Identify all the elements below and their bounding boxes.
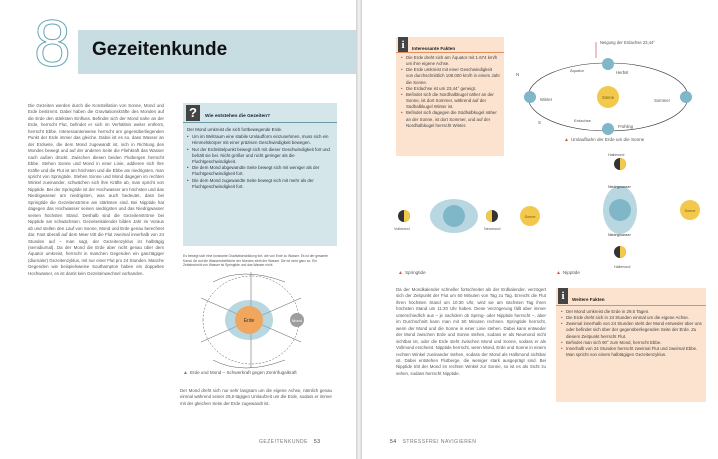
orbit-diagram	[508, 32, 698, 152]
half-moon-top-label: Halbmond	[608, 153, 625, 157]
question-box-title: Wie entstehen die Gezeiten?	[205, 114, 270, 119]
question-box-list	[187, 134, 333, 190]
equator-label: Äquator	[570, 68, 585, 73]
autumn-label: Herbst	[616, 70, 629, 75]
footer-label: STRESSFREI NAVIGIEREN	[402, 439, 477, 445]
earth-autumn-icon	[602, 58, 614, 70]
ecliptic-label: Erdachse	[574, 118, 591, 123]
column-paragraph: Der Mond dreht sich nur sehr langsam um die eigene Achse, nämlich genau einmal während seiner 29,5-tägigen Umlaufzeit um die Erde, sodass er immer mit der gleichen Seite der Erde zugewandt ist.	[180, 388, 332, 406]
nipptide-caption	[556, 270, 580, 276]
earth-winter-icon	[524, 91, 536, 103]
sun-label: Sonne	[524, 215, 536, 219]
left-page	[0, 0, 356, 459]
n-label: N	[516, 72, 520, 77]
earth-moon-diagram	[183, 268, 337, 373]
low-water-top-label: Niedrigwasser	[608, 185, 631, 189]
nipptide-caption-text: Nipptide	[562, 270, 580, 275]
list-item: • Die Erde umkreist mit einer Geschwindigkeit von durchschnittlich 108.000 km/h in einem Jahr die Sonne.	[401, 67, 500, 85]
list-item: • Um im Weltraum eine stabile Umlaufform einzunehmen, muss sich ein Himmelskörper mit einer präzisen Geschwindigkeit bewegen.	[187, 134, 333, 146]
list-item: • Die dem Mond abgewandte Seite bewegt sich mit weniger als der Fluchtgeschwindigkeit fort.	[187, 165, 333, 177]
list-item: • Befindet man sich 90° zum Mond, herrscht Ebbe.	[561, 340, 702, 346]
question-box-lead: Der Mond umkreist die sich fortbewegende Erde.	[187, 127, 283, 132]
info-icon: i	[398, 37, 408, 53]
s-label: S	[538, 120, 541, 125]
earth-moon-figure	[183, 254, 337, 379]
springtide-caption	[398, 270, 426, 276]
springtide-diagram	[392, 180, 542, 260]
column-paragraph: Da der Mondkalender schneller fortschreitet als der Erdkalender, verzögert sich der Zeitpunkt der Flut um 50 Minuten von Tag zu Tag. Erreicht die Flut ihren höchsten Stand um 10:30 Uhr, wird sie am nächsten Tag ihren höchsten Stand um 11:20 Uhr haben. Diese Verzögerung fällt aber immer unterschiedlich aus – je nachdem ob Spring- oder Nipptide herrscht –, aber im Durchschnitt kann man mit 50 Minuten rechnen. Springtide herrscht, wenn der Mond und die Sonne in einer Linie stehen. Dabei kann entweder der Mond zwischen Erde und Sonne stehen, sodass er als Neumond nicht sichtbar ist, oder die Erde steht zwischen Mond und Sonne, sodass er als Vollmond erscheint. Nipptide herrscht, wenn Mond, Erde und Sonne in einem rechten Winkel zueinander stehen, sodass der Mond als Halbmond sichtbar ist. Dabei entstehen Flutberge, die weniger stark ausgeprägt sind. Bei Nipptide tritt der Mond im rechten Winkel zur Sonne, so ist es als Sicht zu sehen, sodass herrscht Nipptide.	[396, 287, 546, 376]
question-box-divider	[183, 122, 337, 123]
half-moon-bottom-label: Halbmond	[614, 265, 631, 269]
question-box	[183, 103, 337, 246]
winter-label: Winter	[540, 97, 553, 102]
list-item: • Die Erde dreht sich in 24 Stunden einmal um die eigene Achse.	[561, 315, 702, 321]
footer-label: GEZEITENKUNDE	[259, 439, 309, 445]
more-facts-title: Weitere Fakten	[572, 297, 605, 302]
figure1-caption	[183, 370, 297, 376]
list-item: • Innerhalb von 24 Stunden herrscht zweimal Flut und zweimal Ebbe. Man spricht von einem halbtägigen Gezeitenzyklus.	[561, 346, 702, 358]
earth-label: Erde	[243, 318, 255, 324]
list-item: • Die Erdachse ist um 23,44° geneigt.	[401, 86, 500, 92]
facts-box	[396, 37, 504, 156]
nipptide-diagram	[558, 152, 708, 269]
spring-label: Frühling	[618, 124, 634, 129]
earth-summer-icon	[680, 91, 692, 103]
caption-triangle-icon: ▲	[183, 370, 188, 376]
right-page	[362, 0, 718, 459]
caption-triangle-icon: ▲	[398, 270, 403, 276]
info-icon: i	[558, 288, 568, 304]
facts-box-title: Interessante Fakten	[412, 46, 456, 51]
full-moon-label: Vollmond	[394, 227, 410, 231]
question-mark-icon: ?	[186, 105, 200, 121]
facts-list	[401, 55, 500, 129]
list-item: • Der Mond umkreist die Erde in 29,5 Tagen.	[561, 309, 702, 315]
list-item: • Nur der Erdmittelpunkt bewegt sich mit dieser Geschwindigkeit fort und behält sie bei. Nicht größer und nicht geringer als die Fluchtgeschwindigkeit.	[187, 147, 333, 166]
figure-note: Es bewegt sich eine konstante Gravitationsbildung fort, die von Erde zu Wasser. Es ist der gesamte Kanal. Ab auf die Wasseroberfläche der Mondes zieht der Wasser. Die ist nicht ganz so. Ein Zeitabschnitt von Wasser ist Springtide und das Wasser nicht.	[183, 254, 329, 267]
sun-label: Sonne	[684, 209, 696, 213]
chapter-title: Gezeitenkunde	[92, 39, 228, 60]
earth-globe	[443, 205, 465, 227]
earth-spring-icon	[602, 123, 614, 135]
moon-label: Mond	[291, 318, 303, 323]
chapter-number: 8	[34, 6, 71, 80]
orbit-caption	[564, 137, 644, 143]
list-item: • Die dem Mond zugewandte Seite bewegt sich mit mehr als der Fluchtgeschwindigkeit fort.	[187, 178, 333, 190]
low-water-bottom-label: Niedrigwasser	[608, 233, 631, 237]
more-facts-box	[556, 288, 706, 402]
list-item: • Befindet sich die Nordhalbkugel näher an der Sonne, ist dort Sommer, während auf der Südhalbkugel Winter ist.	[401, 92, 500, 110]
more-facts-divider	[556, 305, 706, 306]
page-number: 53	[314, 439, 321, 445]
list-item: • Befindet sich dagegen die Südhalbkugel näher an der Sonne, ist dort Sommer, und auf der Nordhalbkugel herrscht Winter.	[401, 110, 500, 128]
question-box-body	[187, 127, 333, 190]
figure1-caption-text: Erde und Mond – Schwerkraft gegen Zentrifugalkraft	[189, 370, 297, 375]
sun-label: Sonne	[601, 95, 615, 100]
summer-label: Sommer	[654, 98, 670, 103]
caption-triangle-icon: ▲	[556, 270, 561, 276]
facts-box-divider	[396, 52, 504, 53]
list-item: • Zweimal innerhalb von 24 Stunden steht der Mond entweder über uns oder befindet sich über der gegenüberliegenden Seite der Erde. Zu diesem Zeitpunkt herrscht Flut.	[561, 321, 702, 339]
caption-triangle-icon: ▲	[564, 137, 569, 143]
page-footer	[259, 439, 321, 445]
list-item: • Die Erde dreht sich am Äquator mit 1.674 km/h um ihre eigene Achse.	[401, 55, 500, 67]
new-moon-label: Neumond	[484, 227, 501, 231]
earth-globe	[609, 199, 631, 221]
orbit-caption-text: Umlaufbahn der Erde um die Sonne	[570, 137, 645, 142]
axis-label: Neigung der Erdachse 23,44°	[600, 40, 655, 45]
page-footer	[390, 439, 476, 445]
more-facts-list	[561, 309, 702, 358]
springtide-caption-text: Springtide	[404, 270, 426, 275]
page-number: 54	[390, 439, 397, 445]
intro-paragraph: Die Gezeiten werden durch die Konstellation von Sonne, Mond und Erde bestimmt. Dabei haben die Gravitationskräfte des Mondes auf die Erde den stärksten Einfluss. Befindet sich der Mond nahe an der Erde, herrscht Flut, befindet er sich im Verhältnis weiter entfernt, herrscht Ebbe. Interessanterweise herrscht am gegenüberliegenden Punkt der Erde immer das gleiche. Dabei ist es so, dass Wasser an der Erdseite, die dem Mond zugewandt ist, sich in Richtung des Mondes bewegt und auf der anderen Seite die Fliehkraft das Wasser nach außen drückt. Zwischen diesen beiden Flutbergen herrscht Ebbe. Stehen Sonne und Mond in einer Linie, addieren sich ihre Kräfte und die Flut ist am höchsten und die Ebbe am niedrigsten, man spricht von Springtide. Stehen Sonne und Mond dagegen im rechten Winkel zueinander, schwächen sich ihre Kräfte ab, man spricht von Nipptide. Bei der Springtide ist der Hochwasser am höchsten und das Niedrigwasser am niedrigsten, was auch bedeutet, dass bei Springtide die Gezeitenströme am stärksten sind. Bei Nipptide hat dagegen das Hochwasser seinen niedrigsten und das Niedrigwasser seinen höchsten Stand. Deshalb sind die Gezeitenströme bei Nipptide am schwächsten. Gezeitenkalender bilden Jahr im Voraus ab und stellen den Lauf von Sonne, Mond und Erde genau berechnet dar. Fast überall auf dem Meer tritt die Flut zweimal innerhalb von 24 Stunden auf – man sagt, der Gezeitenzyklus ist halbtägig (semidiurnal). Da der Mond die Erde aber nicht genau über dem Äquator umkreist, herrscht in manchen Gegenden ein ganztägiger (diurnaler) Gezeitenzyklus, mit nur einer Flut pro 24 Stunden. Manche Gegenden wie beispielsweise Southampton haben ein doppeltes Hochwasser, es ist damit kein Gezeitenwechsel vorhanden.	[28, 103, 164, 276]
